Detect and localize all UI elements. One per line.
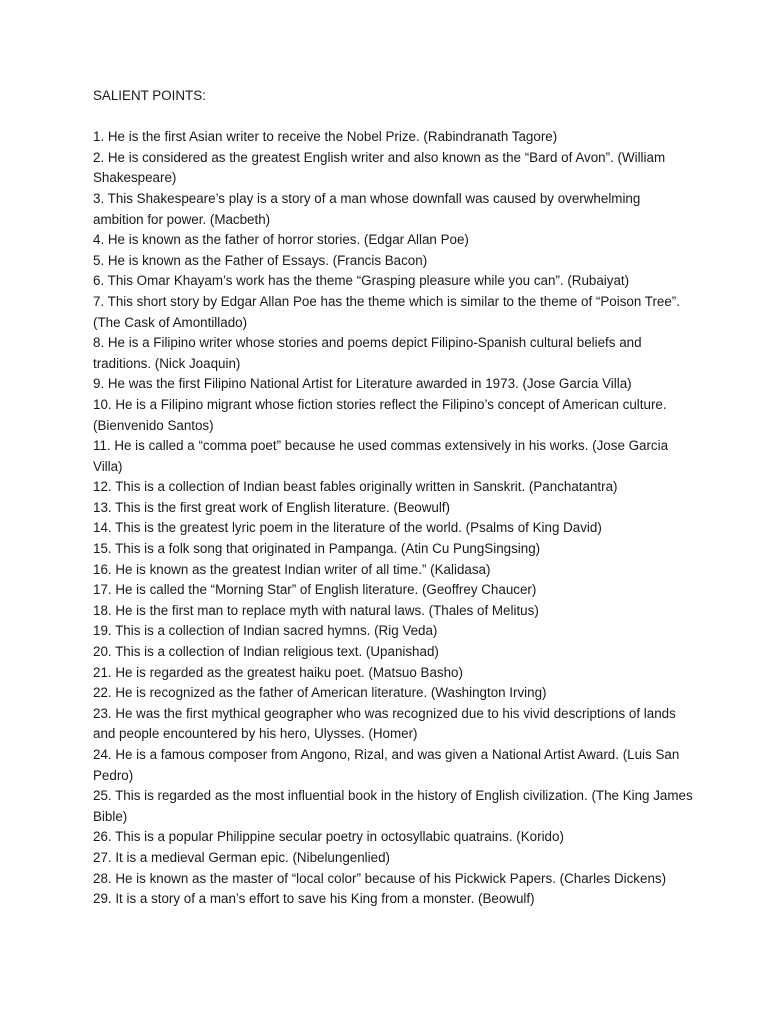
list-item: 1. He is the first Asian writer to receive the Nobel Prize. (Rabindranath Tagore) xyxy=(93,129,558,145)
list-item: 4. He is known as the father of horror stories. (Edgar Allan Poe) xyxy=(93,232,469,248)
list-item: 11. He is called a “comma poet” because he used commas extensively in his works. (Jose Garcia Villa) xyxy=(93,438,669,474)
list-item: 9. He was the first Filipino National Artist for Literature awarded in 1973. (Jose Garcia Villa) xyxy=(93,376,632,392)
list-item: 16. He is known as the greatest Indian writer of all time.” (Kalidasa) xyxy=(93,561,491,577)
document-body xyxy=(93,86,693,910)
list-item: 24. He is a famous composer from Angono, Rizal, and was given a National Artist Award. (Luis San Pedro) xyxy=(93,747,680,783)
list-item: 7. This short story by Edgar Allan Poe has the theme which is similar to the theme of “Poison Tree”. (The Cask of Amontillado) xyxy=(93,293,680,330)
list-item: 10. He is a Filipino migrant whose fiction stories reflect the Filipino’s concept of American culture. (Bienvenido Santos) xyxy=(93,396,667,433)
list-item: 13. This is the first great work of English literature. (Beowulf) xyxy=(93,499,450,515)
document-heading: SALIENT POINTS: xyxy=(93,88,206,103)
list-item: 20. This is a collection of Indian religious text. (Upanishad) xyxy=(93,644,439,660)
list-item: 23. He was the first mythical geographer who was recognized due to his vivid descriptions of lands and people encountered by his hero, Ulysses. (Homer) xyxy=(93,705,676,742)
list-item: 19. This is a collection of Indian sacred hymns. (Rig Veda) xyxy=(93,623,438,639)
list-item: 18. He is the first man to replace myth with natural laws. (Thales of Melitus) xyxy=(93,602,539,618)
list-item: 8. He is a Filipino writer whose stories and poems depict Filipino-Spanish cultural beliefs and traditions. (Nick Joaquin) xyxy=(93,335,642,371)
list-item: 3. This Shakespeare’s play is a story of a man whose downfall was caused by overwhelming ambition for power. (Macbeth) xyxy=(93,190,641,227)
list-item: 6. This Omar Khayam’s work has the theme “Grasping pleasure while you can”. (Rubaiyat) xyxy=(93,273,630,289)
list-item: 26. This is a popular Philippine secular poetry in octosyllabic quatrains. (Korido) xyxy=(93,829,564,845)
list-item: 5. He is known as the Father of Essays. (Francis Bacon) xyxy=(93,252,428,268)
list-item: 12. This is a collection of Indian beast fables originally written in Sanskrit. (Panchatantra) xyxy=(93,479,618,495)
list-item: 22. He is recognized as the father of American literature. (Washington Irving) xyxy=(93,685,547,701)
list-item: 2. He is considered as the greatest English writer and also known as the “Bard of Avon”. (William Shakespeare) xyxy=(93,149,666,186)
list-item: 25. This is regarded as the most influential book in the history of English civilization. (The King James Bible) xyxy=(93,788,693,824)
list-item: 14. This is the greatest lyric poem in the literature of the world. (Psalms of King David) xyxy=(93,520,602,536)
list-item: 28. He is known as the master of “local color” because of his Pickwick Papers. (Charles Dickens) xyxy=(93,870,667,886)
salient-points-list xyxy=(93,127,693,910)
list-item: 21. He is regarded as the greatest haiku poet. (Matsuo Basho) xyxy=(93,664,463,680)
list-item: 29. It is a story of a man’s effort to save his King from a monster. (Beowulf) xyxy=(93,891,535,907)
list-item: 17. He is called the “Morning Star” of English literature. (Geoffrey Chaucer) xyxy=(93,582,537,598)
list-item: 15. This is a folk song that originated in Pampanga. (Atin Cu PungSingsing) xyxy=(93,541,541,557)
blank-line xyxy=(93,107,693,128)
list-item: 27. It is a medieval German epic. (Nibelungenlied) xyxy=(93,849,390,865)
